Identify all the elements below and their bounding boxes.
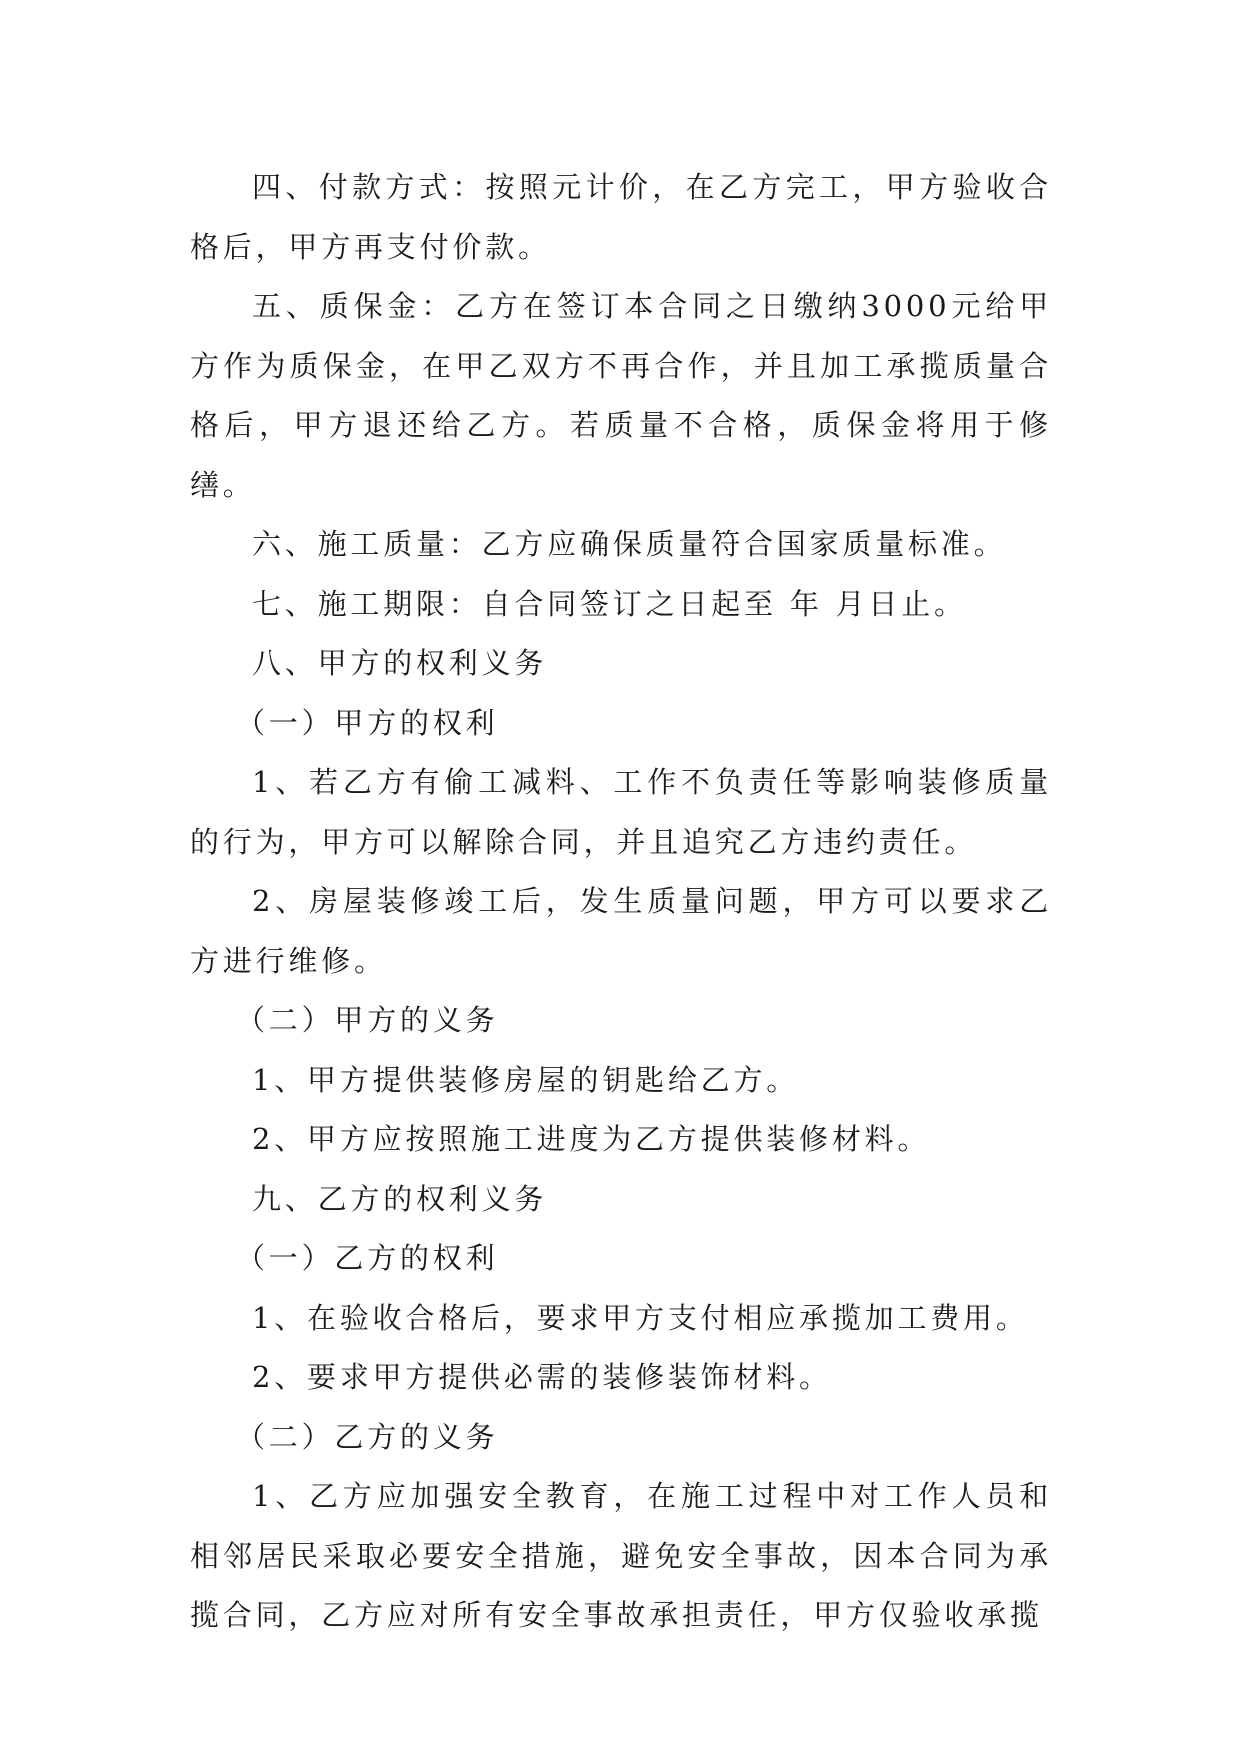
party-a-right-2: 2、房屋装修竣工后，发生质量问题，甲方可以要求乙方进行维修。 [190, 884, 1052, 978]
party-b-right-2: 2、要求甲方提供必需的装修装饰材料。 [252, 1360, 832, 1394]
party-b-obligation-1: 1、乙方应加强安全教育，在施工过程中对工作人员和相邻居民采取必要安全措施，避免安全事故，因本合同为承揽合同，乙方应对所有安全事故承担责任，甲方仅验收承揽 [190, 1479, 1052, 1632]
clause-quality-deposit: 五、质保金：乙方在签订本合同之日缴纳3000元给甲方作为质保金，在甲乙双方不再合作，并且加工承揽质量合格后，甲方退还给乙方。若质量不合格，质保金将用于修缮。 [190, 289, 1052, 502]
heading-party-a-rights-obligations: 八、甲方的权利义务 [252, 646, 548, 680]
document-body [190, 158, 1052, 1646]
party-a-obligation-1: 1、甲方提供装修房屋的钥匙给乙方。 [252, 1062, 800, 1097]
subheading-party-a-obligations: （二）甲方的义务 [236, 1003, 499, 1037]
subheading-party-b-rights: （一）乙方的权利 [236, 1241, 499, 1275]
clause-payment-method: 四、付款方式：按照元计价，在乙方完工，甲方验收合格后，甲方再支付价款。 [190, 170, 1052, 264]
heading-party-b-rights-obligations: 九、乙方的权利义务 [252, 1181, 548, 1216]
party-a-obligation-2: 2、甲方应按照施工进度为乙方提供装修材料。 [252, 1122, 931, 1156]
clause-construction-period: 七、施工期限：自合同签订之日起至 年 月日止。 [252, 586, 967, 621]
party-b-right-1: 1、在验收合格后，要求甲方支付相应承揽加工费用。 [252, 1300, 1029, 1335]
subheading-party-b-obligations: （二）乙方的义务 [236, 1419, 499, 1454]
clause-construction-quality: 六、施工质量：乙方应确保质量符合国家质量标准。 [252, 527, 1007, 561]
party-a-right-1: 1、若乙方有偷工减料、工作不负责任等影响装修质量的行为，甲方可以解除合同，并且追究乙方违约责任。 [190, 765, 1052, 859]
subheading-party-a-rights: （一）甲方的权利 [236, 705, 499, 740]
